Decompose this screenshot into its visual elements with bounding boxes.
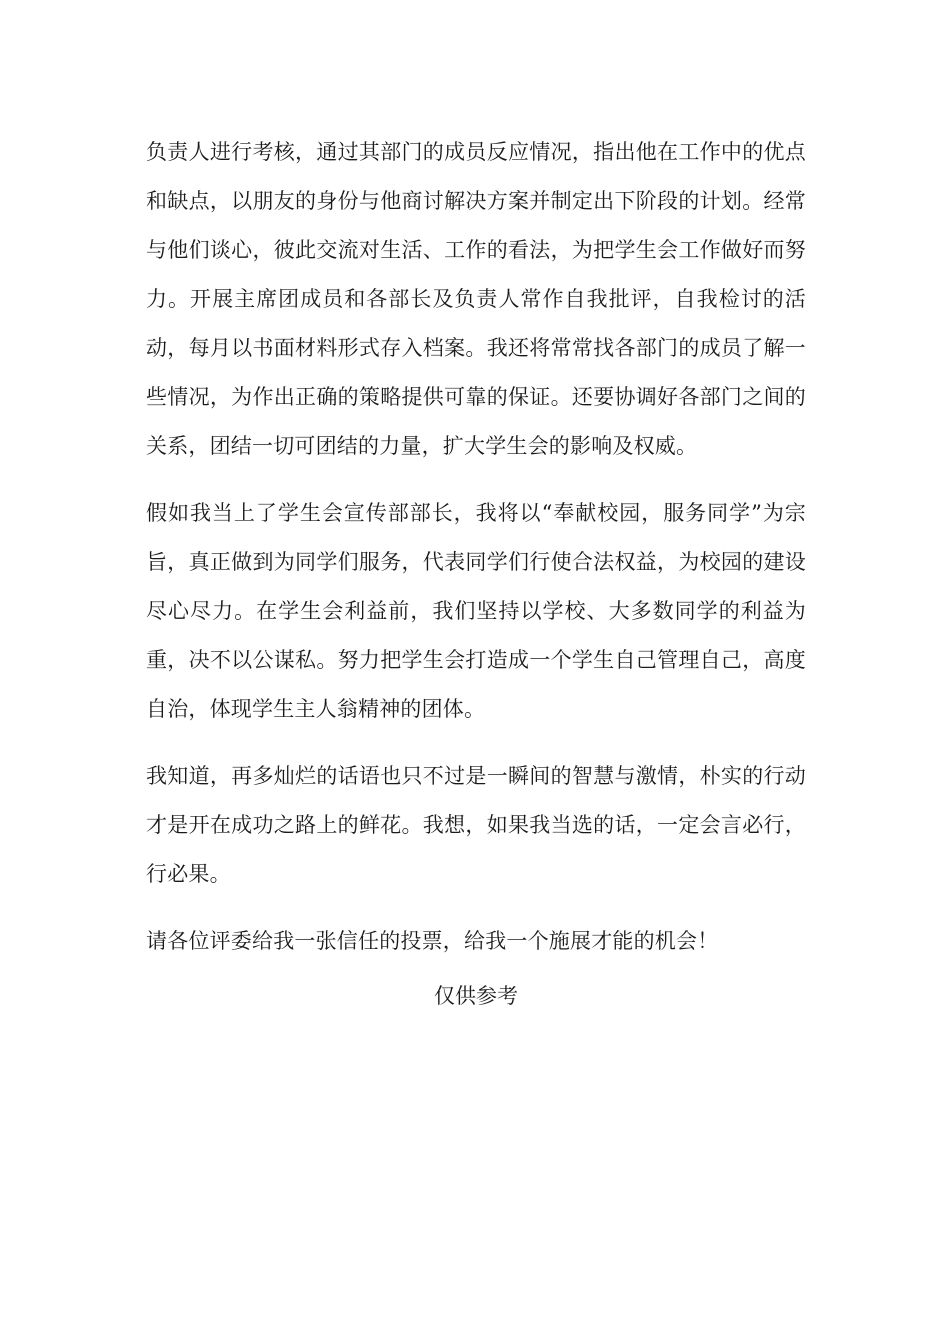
document-body	[146, 128, 806, 1021]
paragraph-3: 我知道，再多灿烂的话语也只不过是一瞬间的智慧与激情，朴实的行动才是开在成功之路上的鲜花。我想，如果我当选的话，一定会言必行，行必果。	[146, 764, 806, 886]
paragraph-1: 负责人进行考核，通过其部门的成员反应情况，指出他在工作中的优点和缺点，以朋友的身份与他商讨解决方案并制定出下阶段的计划。经常与他们谈心，彼此交流对生活、工作的看法，为把学生会工作做好而努力。开展主席团成员和各部长及负责人常作自我批评，自我检讨的活动，每月以书面材料形式存入档案。我还将常常找各部门的成员了解一些情况，为作出正确的策略提供可靠的保证。还要协调好各部门之间的关系，团结一切可团结的力量，扩大学生会的影响及权威。	[146, 140, 806, 458]
paragraph-2: 假如我当上了学生会宣传部部长，我将以“奉献校园，服务同学”为宗旨，真正做到为同学们服务，代表同学们行使合法权益，为校园的建设尽心尽力。在学生会利益前，我们坚持以学校、大多数同学的利益为重，决不以公谋私。努力把学生会打造成一个学生自己管理自己，高度自治，体现学生主人翁精神的团体。	[146, 501, 806, 721]
paragraph-4: 请各位评委给我一张信任的投票，给我一个施展才能的机会！	[146, 929, 719, 953]
footer-note: 仅供参考	[434, 984, 518, 1008]
